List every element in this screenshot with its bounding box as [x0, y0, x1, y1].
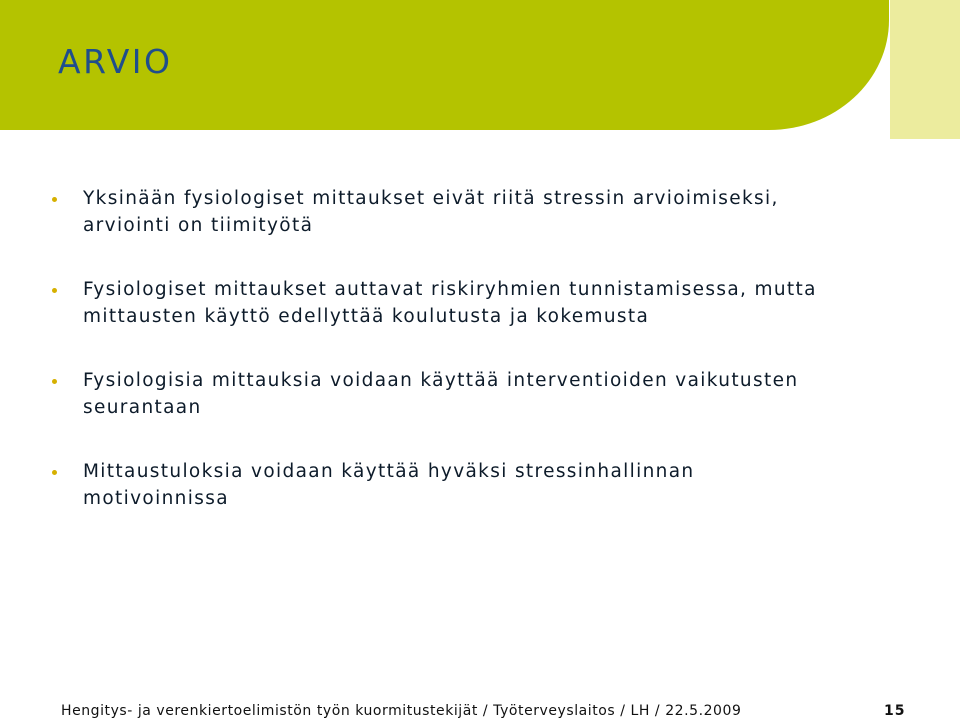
- bullet-1-line-2: arviointi on tiimityötä: [83, 214, 314, 236]
- bullet-dot-icon: [52, 197, 57, 202]
- header-accent-light: [890, 0, 960, 139]
- bullet-item-3: [50, 368, 930, 421]
- bullet-dot-icon: [52, 470, 57, 475]
- bullet-4-line-2: motivoinnissa: [83, 487, 229, 509]
- slide-title: ARVIO: [58, 42, 173, 81]
- bullet-2-line-2: mittausten käyttö edellyttää koulutusta ja kokemusta: [83, 305, 650, 327]
- bullet-3-line-1: Fysiologisia mittauksia voidaan käyttää interventioiden vaikutusten: [83, 370, 799, 391]
- bullet-item-2: [50, 277, 930, 330]
- bullet-item-1: [50, 186, 930, 239]
- page-number: 15: [884, 703, 906, 719]
- bullet-list: [50, 186, 930, 550]
- bullet-4-line-1: Mittaustuloksia voidaan käyttää hyväksi stressinhallinnan: [83, 461, 695, 482]
- bullet-dot-icon: [52, 288, 57, 293]
- bullet-2-line-1: Fysiologiset mittaukset auttavat riskiryhmien tunnistamisessa, mutta: [83, 279, 817, 300]
- bullet-1-line-1: Yksinään fysiologiset mittaukset eivät riitä stressin arvioimiseksi,: [83, 188, 779, 209]
- bullet-3-line-2: seurantaan: [83, 396, 202, 418]
- bullet-item-4: [50, 459, 930, 512]
- bullet-dot-icon: [52, 379, 57, 384]
- footer-text: Hengitys- ja verenkiertoelimistön työn kuormitustekijät / Työterveyslaitos / LH / 22.5.2009: [61, 703, 742, 719]
